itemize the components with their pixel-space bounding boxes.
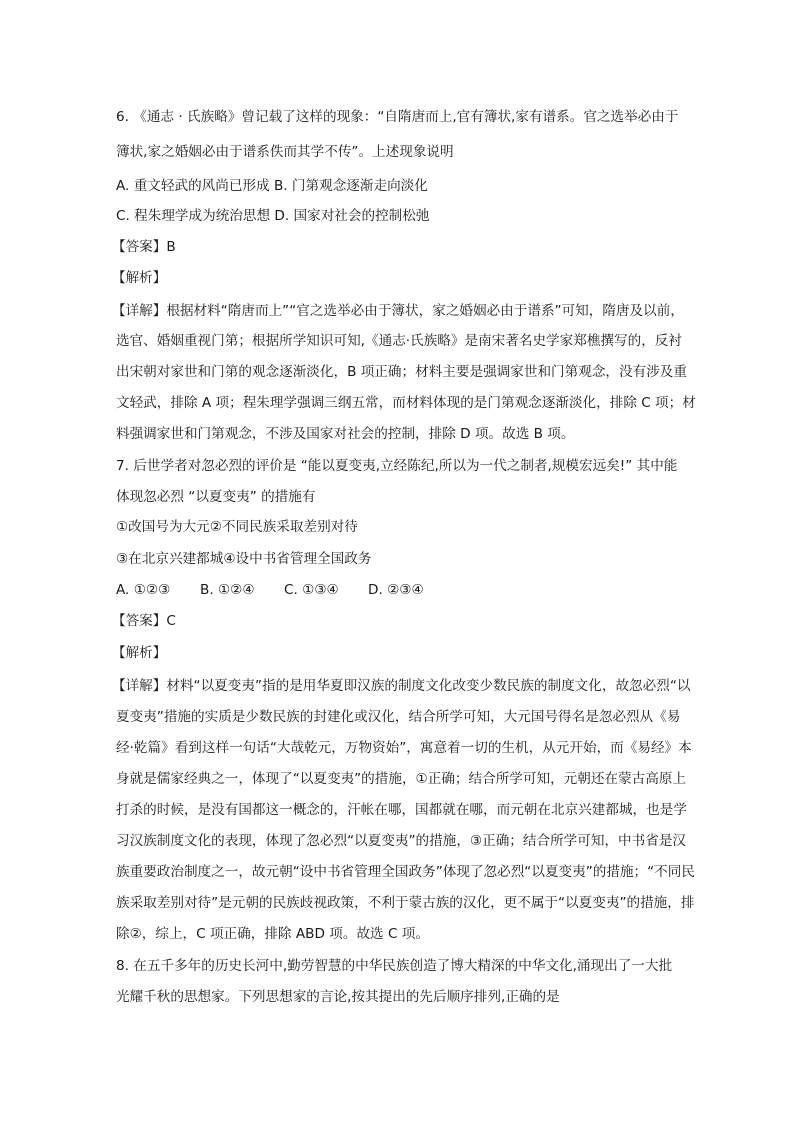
q7-item-line-2: ③在北京兴建都城④设中书省管理全国政务 bbox=[116, 551, 372, 567]
q6-detail-line-4: 文轻武，排除 A 项；程朱理学强调三纲五常，而材料体现的是门第观念逐渐淡化，排除 C 项；材 bbox=[116, 395, 696, 411]
q6-detail-line-3: 出宋朝对家世和门第的观念逐渐淡化，B 项正确；材料主要是强调家世和门第观念，没有涉及重 bbox=[116, 364, 687, 380]
q7-option-b: B. ①②④ bbox=[200, 582, 255, 598]
q7-detail-line-8: 族采取差别对待”是元朝的民族歧视政策，不利于蒙古族的汉化，更不属于“以夏变夷”的措施，排 bbox=[116, 895, 695, 911]
q7-detail-line-1: 【详解】材料“以夏变夷”指的是用华夏即汉族的制度文化改变少数民族的制度文化，故忽必烈“以 bbox=[112, 678, 691, 694]
q6-stem-line-2: 簿状,家之婚姻必由于谱系佚而其学不传”。上述现象说明 bbox=[116, 144, 454, 160]
q8-stem-line-2: 光耀千秋的思想家。下列思想家的言论,按其提出的先后顺序排列,正确的是 bbox=[116, 989, 560, 1005]
q6-detail-line-1: 【详解】根据材料“隋唐而上”“官之选举必由于簿状，家之婚姻必由于谱系”可知，隋唐及以前， bbox=[112, 303, 684, 319]
q6-options-line-2: C. 程朱理学成为统治思想 D. 国家对社会的控制松弛 bbox=[116, 208, 430, 224]
q7-option-d: D. ②③④ bbox=[368, 582, 424, 598]
q7-detail-line-4: 身就是儒家经典之一，体现了“以夏变夷”的措施，①正确；结合所学可知，元朝还在蒙古高原上 bbox=[116, 771, 687, 787]
q7-analysis-heading: 【解析】 bbox=[112, 645, 167, 661]
q7-answer: 【答案】C bbox=[112, 613, 176, 629]
q7-detail-line-6: 习汉族制度文化的表现，体现了忽必烈“以夏变夷”的措施，③正确；结合所学可知，中书省是汉 bbox=[116, 833, 687, 849]
q6-options-line-1: A. 重文轻武的风尚已形成 B. 门第观念逐渐走向淡化 bbox=[116, 178, 428, 194]
q7-option-a: A. ①②③ bbox=[116, 582, 171, 598]
q7-detail-line-5: 打杀的时候，是没有国都这一概念的，汗帐在哪，国都就在哪，而元朝在北京兴建都城，也是学 bbox=[116, 802, 687, 818]
q7-stem-line-1: 7. 后世学者对忽必烈的评价是 “能以夏变夷,立经陈纪,所以为一代之制者,规模宏远矣!” 其中能 bbox=[116, 458, 678, 474]
q7-detail-line-2: 夏变夷”措施的实质是少数民族的封建化或汉化，结合所学可知，大元国号得名是忽必烈从《易 bbox=[116, 709, 681, 725]
q6-detail-line-2: 选官、婚姻重视门第；根据所学知识可知,《通志·氏族略》是南宋著名史学家郑樵撰写的，反衬 bbox=[116, 333, 682, 349]
q7-detail-line-7: 族重要政治制度之一，故元朝“设中书省管理全国政务”体现了忽必烈“以夏变夷”的措施；“不同民 bbox=[116, 864, 695, 880]
q7-detail-line-3: 经·乾篇》看到这样一句话“大哉乾元，万物资始”，寓意着一切的生机，从元开始，而《易经》本 bbox=[116, 740, 692, 756]
q6-analysis-heading: 【解析】 bbox=[112, 270, 167, 286]
q7-item-line-1: ①改国号为大元②不同民族采取差别对待 bbox=[116, 519, 358, 535]
q8-stem-line-1: 8. 在五千多年的历史长河中,勤劳智慧的中华民族创造了博大精深的中华文化,涌现出了一大批 bbox=[116, 958, 673, 974]
q7-option-c: C. ①③④ bbox=[284, 582, 339, 598]
q6-answer: 【答案】B bbox=[112, 239, 176, 255]
q7-options bbox=[116, 581, 424, 599]
q7-detail-line-9: 除②，综上，C 项正确，排除 ABD 项。故选 C 项。 bbox=[116, 926, 429, 942]
q7-stem-line-2: 体现忽必烈 “以夏变夷” 的措施有 bbox=[116, 489, 316, 505]
q6-stem-line-1: 6. 《通志 · 氏族略》曾记载了这样的现象：“自隋唐而上,官有簿状,家有谱系。官之选举必由于 bbox=[116, 109, 679, 125]
q6-detail-line-5: 料强调家世和门第观念，不涉及国家对社会的控制，排除 D 项。故选 B 项。 bbox=[116, 426, 575, 442]
